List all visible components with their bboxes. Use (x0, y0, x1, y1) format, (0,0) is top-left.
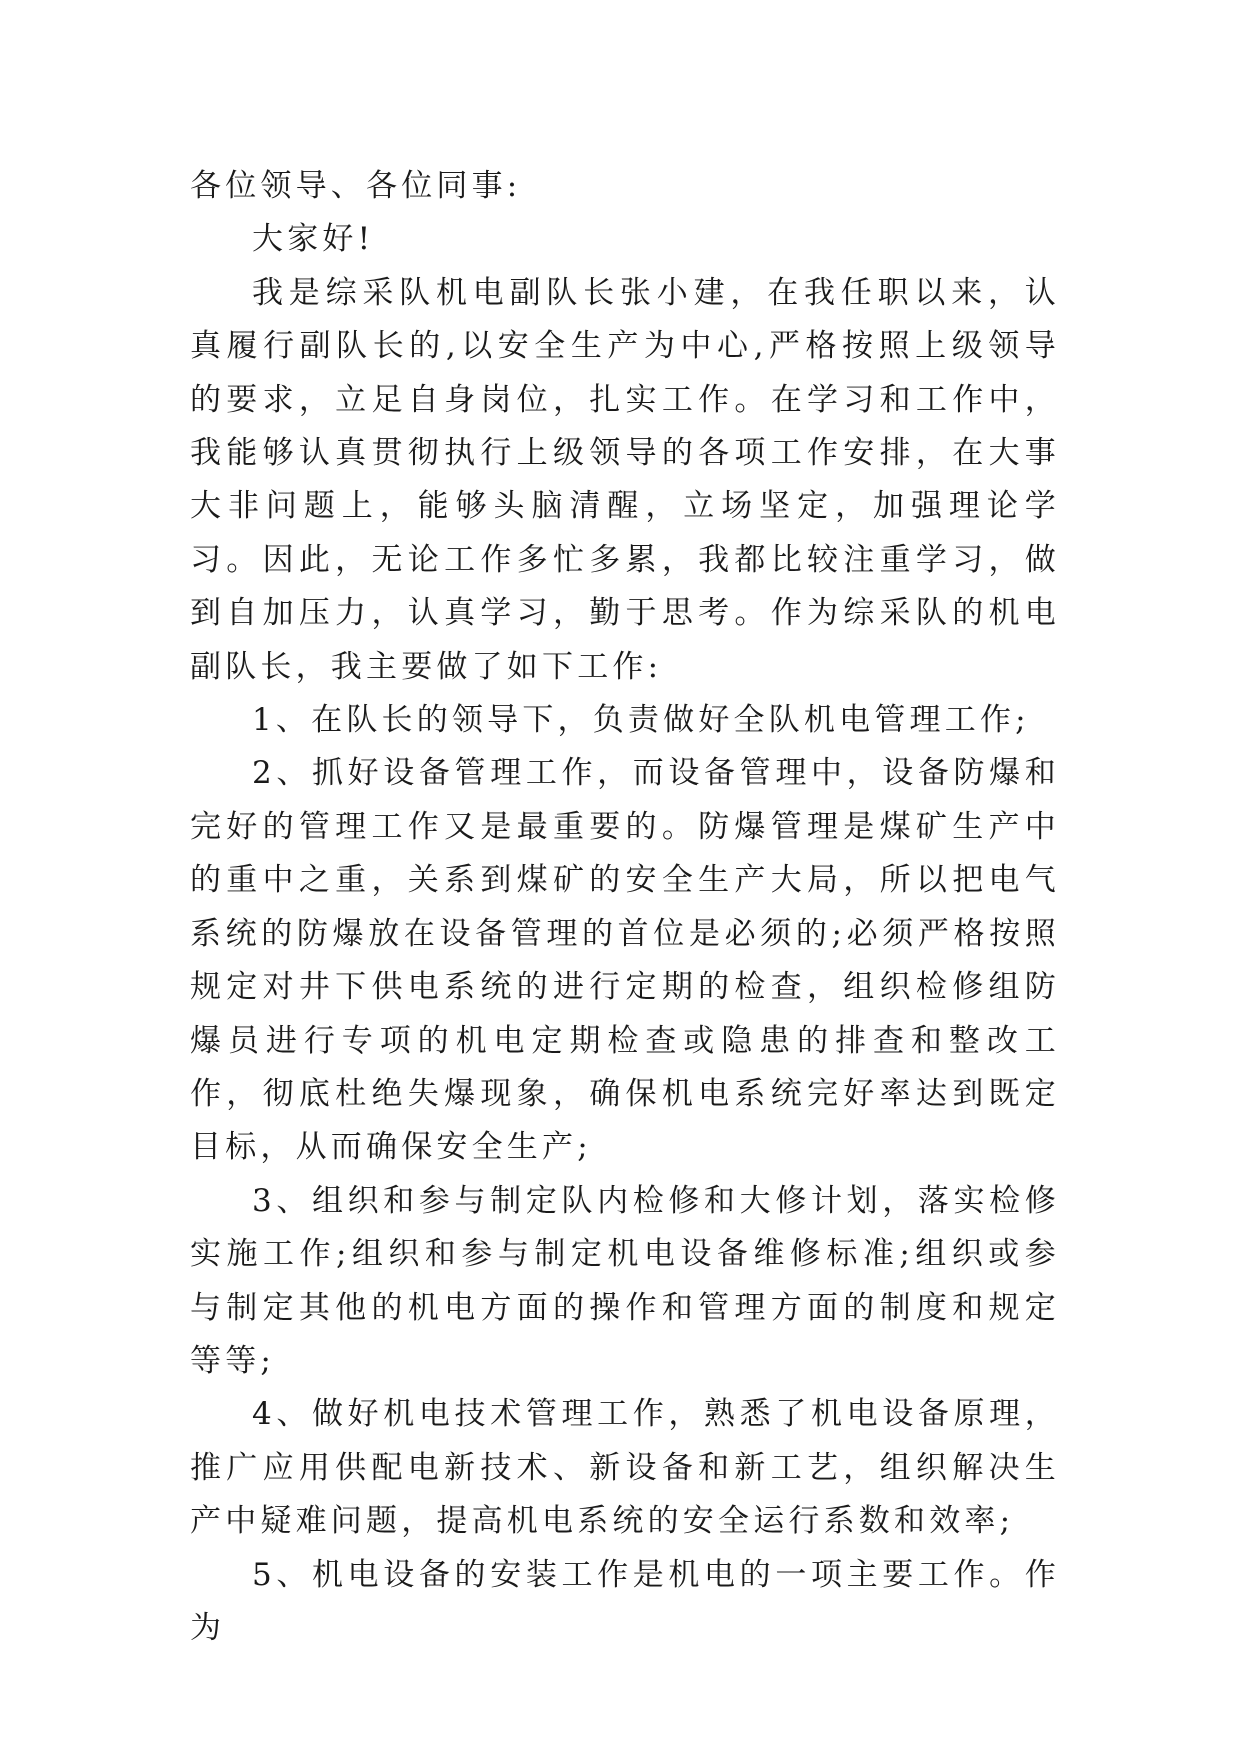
paragraph-item-4: 4、做好机电技术管理工作，熟悉了机电设备原理，推广应用供配电新技术、新设备和新工艺，组织解决生产中疑难问题，提高机电系统的安全运行系数和效率; (190, 1396, 1060, 1540)
paragraph-item-1: 1、在队长的领导下，负责做好全队机电管理工作; (252, 702, 1030, 739)
paragraph-item-2: 2、抓好设备管理工作，而设备管理中，设备防爆和完好的管理工作又是最重要的。防爆管理是煤矿生产中的重中之重，关系到煤矿的安全生产大局，所以把电气系统的防爆放在设备管理的首位是必须的;必须严格按照规定对井下供电系统的进行定期的检查，组织检修组防爆员进行专项的机电定期检查或隐患的排查和整改工作，彻底杜绝失爆现象，确保机电系统完好率达到既定目标，从而确保安全生产; (190, 755, 1060, 1166)
paragraph-item-5: 5、机电设备的安装工作是机电的一项主要工作。作为 (190, 1556, 1060, 1646)
paragraph-item-3: 3、组织和参与制定队内检修和大修计划，落实检修实施工作;组织和参与制定机电设备维修标准;组织或参与制定其他的机电方面的操作和管理方面的制度和规定等等; (190, 1182, 1060, 1379)
document-body (190, 160, 1060, 1655)
salutation: 各位领导、各位同事: (190, 168, 522, 204)
greeting: 大家好! (252, 221, 375, 258)
paragraph-intro: 我是综采队机电副队长张小建，在我任职以来，认真履行副队长的,以安全生产为中心,严格按照上级领导的要求，立足自身岗位，扎实工作。在学习和工作中，我能够认真贯彻执行上级领导的各项工作安排，在大事大非问题上，能够头脑清醒，立场坚定，加强理论学习。因此，无论工作多忙多累，我都比较注重学习，做到自加压力，认真学习，勤于思考。作为综采队的机电副队长，我主要做了如下工作: (190, 274, 1060, 685)
